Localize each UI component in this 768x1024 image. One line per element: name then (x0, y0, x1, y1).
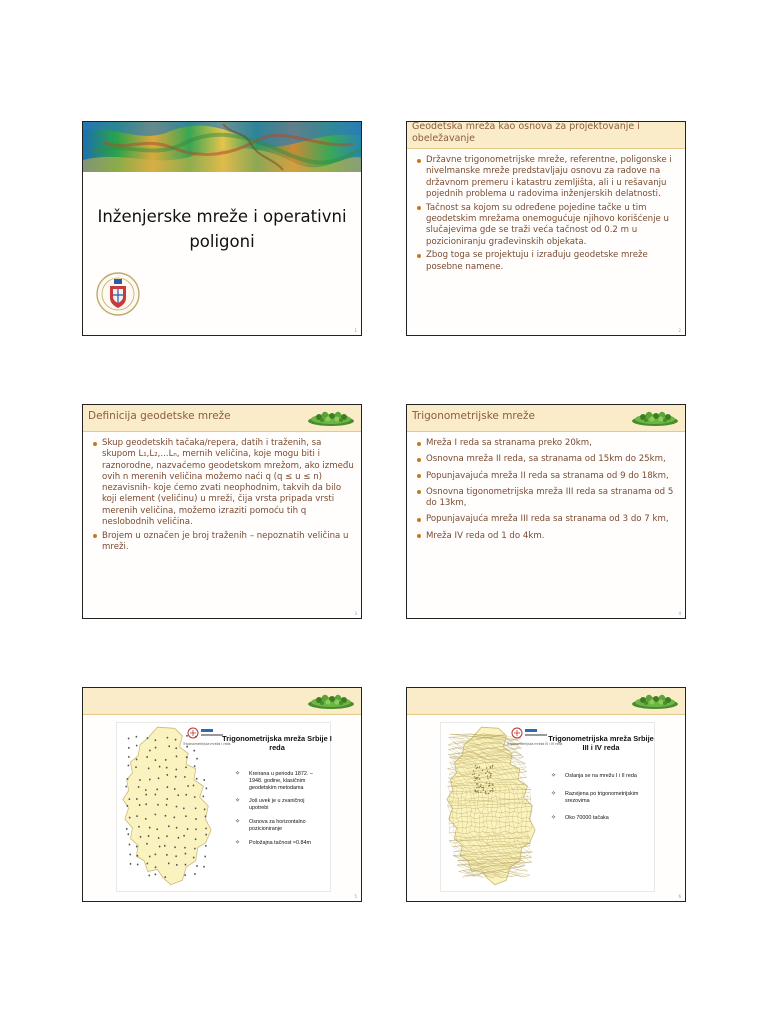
trig-point (492, 783, 493, 785)
trig-point (483, 789, 484, 791)
diamond-bullet-icon: ✧ (235, 818, 241, 825)
embedded-title: Trigonometrijska mreža Srbije I reda (222, 734, 332, 752)
list-item: ✧ Oslanja se na mrežu I i II reda (551, 773, 637, 779)
network-edge (466, 738, 470, 740)
trig-point (149, 778, 151, 780)
list-item: Zbog toga se projektuju i izrađuju geodetske mreže posebne namene. (416, 250, 679, 273)
list-item: ✧ Položajna tačnost ≈0.84m (235, 839, 311, 846)
trig-point (136, 745, 138, 747)
page-number: 1 (354, 328, 357, 333)
trig-point (165, 759, 167, 761)
trig-point (166, 854, 168, 856)
trig-point (195, 807, 197, 809)
network-edge (524, 767, 526, 770)
trig-point (126, 828, 128, 830)
trig-point (137, 864, 139, 866)
page-number: 5 (354, 894, 357, 899)
network-edge (522, 876, 526, 877)
trig-point (177, 794, 179, 796)
trig-point (203, 779, 205, 781)
trig-point (166, 798, 168, 800)
trig-point (155, 873, 157, 875)
network-edge (530, 789, 531, 792)
trig-point (164, 876, 166, 878)
network-edge (448, 745, 457, 748)
trig-point (488, 793, 489, 795)
trig-point (184, 874, 186, 876)
institute-logo-icon (187, 726, 227, 740)
trig-point (136, 736, 138, 738)
trig-point (128, 764, 130, 766)
trig-point (492, 766, 493, 768)
network-edge (522, 772, 527, 777)
trig-point (492, 785, 493, 787)
network-edge (522, 848, 527, 851)
trig-point (158, 777, 160, 779)
network-edge (448, 769, 455, 770)
trig-point (173, 816, 175, 818)
trig-point (149, 856, 151, 858)
list-item: Državne trigonometrijske mreže, referentne, poligonske i nivelmanske mreže predstavljaju osnovu za radove na državnom premeru i katastru zemljišta, ali i u rešavanju pojednih problema u radovima inženjerskih delatnosti. (416, 155, 679, 200)
trig-point (186, 746, 188, 748)
trig-point (185, 815, 187, 817)
network-edge (452, 748, 457, 749)
trig-point (145, 789, 147, 791)
trig-point (185, 864, 187, 866)
trig-point (195, 818, 197, 820)
trig-point (193, 784, 195, 786)
trig-point (176, 755, 178, 757)
network-edge (448, 786, 450, 791)
trig-point (479, 766, 480, 768)
trig-point (146, 843, 148, 845)
slide-serbia-order-1 (82, 687, 362, 902)
trig-point (186, 756, 188, 758)
trig-point (184, 776, 186, 778)
list-item: Osnovna tigonometrijska mreža III reda sa stranama od 5 do 13km, (416, 487, 679, 510)
network-edge (523, 851, 527, 853)
trig-point (477, 777, 478, 779)
green-terrain-icon (306, 692, 356, 710)
trig-point (492, 788, 493, 790)
slide-title-text: Inženjerske mreže i operativni poligoni (97, 207, 347, 251)
trig-point (127, 778, 129, 780)
trig-point (476, 778, 477, 780)
trig-point (145, 803, 147, 805)
trig-point (175, 769, 177, 771)
trig-point (475, 791, 476, 793)
slide-serbia-order-3-4 (406, 687, 686, 902)
trig-point (135, 766, 137, 768)
network-edge (524, 770, 527, 772)
trig-point (155, 759, 157, 761)
trig-point (194, 796, 196, 798)
trig-point (159, 845, 161, 847)
trig-point (166, 835, 168, 837)
green-terrain-icon (630, 692, 680, 710)
trig-point (480, 786, 481, 788)
embedded-title: Trigonometrijska mreža Srbije III i IV reda (548, 734, 654, 752)
trig-point (129, 844, 131, 846)
network-edge (449, 832, 454, 833)
trig-point (195, 838, 197, 840)
trig-point (203, 866, 205, 868)
network-edge (449, 750, 458, 754)
trig-point (175, 855, 177, 857)
page-number: 2 (678, 328, 681, 333)
trig-point (167, 786, 169, 788)
trig-point (155, 853, 157, 855)
green-terrain-icon (306, 409, 356, 427)
trig-point (490, 766, 491, 768)
trig-point (178, 837, 180, 839)
trig-point (175, 739, 177, 741)
page-number: 3 (354, 611, 357, 616)
trig-point (158, 837, 160, 839)
trig-point (489, 790, 490, 792)
slide-header (407, 122, 685, 149)
trig-point (487, 778, 488, 780)
trig-point (490, 773, 491, 775)
slide-geodetic-basis (406, 121, 686, 336)
trig-point (481, 787, 482, 789)
trig-point (475, 765, 476, 767)
network-edge (449, 833, 454, 837)
trig-point (205, 834, 207, 836)
network-edge (514, 870, 517, 872)
trig-point (183, 835, 185, 837)
trig-point (155, 739, 157, 741)
trig-point (168, 825, 170, 827)
trig-point (477, 783, 478, 785)
trig-point (474, 780, 475, 782)
diamond-bullet-icon: ✧ (551, 773, 557, 779)
trig-point (183, 807, 185, 809)
trig-point (479, 778, 480, 780)
diamond-bullet-icon: ✧ (235, 839, 241, 846)
trig-point (483, 786, 484, 788)
trig-point (204, 808, 206, 810)
diamond-bullet-icon: ✧ (235, 771, 241, 777)
trig-point (486, 782, 487, 784)
trig-point (476, 787, 477, 789)
trig-point (136, 845, 138, 847)
trig-point (146, 863, 148, 865)
trig-point (138, 786, 140, 788)
trig-point (174, 788, 176, 790)
trig-point (137, 855, 139, 857)
trig-point (205, 827, 207, 829)
trig-point (125, 786, 127, 788)
trig-point (140, 836, 142, 838)
trig-point (136, 815, 138, 817)
trig-point (473, 770, 474, 772)
list-item: ✧ Razvijena po trigonometrijskim srezovima (551, 790, 639, 804)
bullet-list (416, 438, 679, 547)
slide-heading: Geodetska mreža kao osnova za projektovanje i obeležavanje (412, 121, 640, 144)
trig-point (156, 788, 158, 790)
trig-point (127, 833, 129, 835)
trig-point (187, 828, 189, 830)
trig-point (166, 804, 168, 806)
trig-point (167, 737, 169, 739)
trig-point (128, 747, 130, 749)
diamond-bullet-icon: ✧ (235, 798, 241, 805)
trig-point (476, 783, 477, 785)
trig-point (145, 818, 147, 820)
network-edge (449, 826, 453, 829)
trig-point (474, 773, 475, 775)
network-edge (526, 875, 530, 876)
network-edge (467, 866, 469, 867)
network-edge (525, 792, 530, 793)
network-edge (467, 873, 482, 877)
trig-point (165, 815, 167, 817)
university-seal-icon (95, 267, 141, 321)
diamond-bullet-icon: ✧ (551, 815, 557, 822)
diamond-bullet-list (551, 773, 651, 833)
trig-point (479, 787, 480, 789)
network-edge (525, 793, 528, 796)
trig-point (136, 758, 138, 760)
trig-point (476, 767, 477, 769)
trig-point (136, 798, 138, 800)
trig-point (205, 787, 207, 789)
page-number: 4 (678, 611, 681, 616)
trig-point (193, 750, 195, 752)
slide-header (83, 405, 361, 432)
trig-point (166, 767, 168, 769)
trig-point (147, 737, 149, 739)
serbia-map-order-1 (119, 725, 215, 889)
network-edge (452, 749, 461, 754)
trig-point (487, 770, 488, 772)
bullet-list (92, 438, 355, 556)
slide-network-definition (82, 404, 362, 619)
trig-point (155, 747, 157, 749)
network-edge (523, 860, 526, 862)
trig-point (128, 756, 130, 758)
trig-point (130, 863, 132, 865)
network-edge (461, 738, 466, 739)
trig-point (155, 794, 157, 796)
topographic-map-banner (83, 122, 362, 172)
serbia-map-order-3-4 (443, 725, 539, 889)
network-edge (517, 752, 522, 755)
trig-point (139, 804, 141, 806)
diamond-bullet-icon: ✧ (551, 790, 557, 797)
trig-point (149, 827, 151, 829)
trig-point (148, 835, 150, 837)
trig-point (194, 765, 196, 767)
diamond-bullet-list (235, 771, 325, 853)
trig-point (168, 745, 170, 747)
trig-point (185, 853, 187, 855)
trig-point (482, 770, 483, 772)
trig-point (205, 845, 207, 847)
list-item: Skup geodetskih tačaka/repera, datih i traženih, sa skupom L₁,L₂,...Lₙ, mernih veličina, koje mogu biti i raznorodne, nazvaćemo geodetskom mrežom, ako između ovih n merenih veličina možemo naći q (q ≤ u ≤ n) nezavisnih- koje ćemo zvati neophodnim, takvih da bilo koji element (veličinu) u mreži, čija vrsta pripada vrsti merenih veličina, možemo izraziti pomoću tih q neslobodnih veličina. (92, 438, 355, 528)
list-item: Popunjavajuća mreža III reda sa stranama od 3 do 7 km, (416, 514, 679, 525)
trig-point (480, 791, 481, 793)
trig-point (486, 767, 487, 769)
trig-point (485, 773, 486, 775)
list-item: ✧ Još uvek je u zvaničnoj upotrebi (235, 798, 305, 812)
trig-point (187, 785, 189, 787)
trig-point (204, 856, 206, 858)
trig-point (485, 793, 486, 795)
institute-logo-icon (511, 726, 551, 740)
trig-point (478, 774, 479, 776)
slide-trig-networks (406, 404, 686, 619)
trig-point (148, 874, 150, 876)
trig-point (474, 776, 475, 778)
network-edge (449, 737, 458, 744)
trig-point (175, 747, 177, 749)
slide-heading: Trigonometrijske mreže (412, 410, 535, 422)
list-item: Brojem u označen je broj traženih – nepoznatih veličina u mreži. (92, 531, 355, 554)
trig-point (166, 774, 168, 776)
trig-point (492, 765, 493, 767)
trig-point (174, 846, 176, 848)
list-item: Popunjavajuća mreža II reda sa stranama od 9 do 18km, (416, 471, 679, 482)
slide-header (407, 405, 685, 432)
slide-header (83, 688, 361, 715)
embedded-slide (440, 722, 655, 892)
slide-title (82, 121, 362, 336)
trig-point (129, 798, 131, 800)
trig-point (490, 776, 491, 778)
trig-point (477, 767, 478, 769)
trig-point (145, 794, 147, 796)
network-edge (517, 870, 521, 871)
network-edge (530, 799, 531, 803)
trig-point (129, 853, 131, 855)
trig-point (155, 813, 157, 815)
trig-point (176, 806, 178, 808)
list-item: Mreža I reda sa stranama preko 20km, (416, 438, 679, 449)
trig-point (175, 776, 177, 778)
trig-point (146, 756, 148, 758)
trig-point (205, 815, 207, 817)
page-number: 6 (678, 894, 681, 899)
trig-point (157, 804, 159, 806)
trig-point (490, 775, 491, 777)
trig-point (196, 865, 198, 867)
slide-header (407, 688, 685, 715)
trig-point (185, 766, 187, 768)
network-edge (457, 865, 470, 870)
trig-point (472, 774, 473, 776)
slide-heading: Definicija geodetske mreže (88, 410, 231, 422)
trig-point (195, 828, 197, 830)
trig-point (196, 778, 198, 780)
trig-point (156, 828, 158, 830)
list-item: Tačnost sa kojom su određene pojedine tačke u tim geodetskim mrežama onemogućuje njihovo korišćenje u slučajevima gde se traži veća tačnost od 0.2 m u pozicioniranju građevinskih objekata. (416, 203, 679, 248)
trig-point (149, 749, 151, 751)
map-caption: Trigonometrijska mreža III i IV reda (507, 742, 563, 746)
trig-point (202, 795, 204, 797)
trig-point (492, 790, 493, 792)
trig-point (194, 848, 196, 850)
trig-point (139, 779, 141, 781)
trig-point (477, 790, 478, 792)
trig-point (193, 857, 195, 859)
trig-point (128, 737, 130, 739)
bullet-list (416, 155, 679, 275)
list-item: ✧ Osnova za horizontalno pozicioniranje (235, 818, 306, 832)
embedded-slide (116, 722, 331, 892)
list-item: Osnovna mreža II reda, sa stranama od 15km do 25km, (416, 454, 679, 465)
trig-point (164, 845, 166, 847)
network-edge (461, 739, 469, 743)
trig-point (148, 767, 150, 769)
list-item: ✧ Oko 70000 tačaka (551, 815, 609, 822)
trig-point (487, 775, 488, 777)
trig-point (184, 847, 186, 849)
list-item: ✧ Kreirana u periodu 1872. – 1948. godine, klasičnim geodetskim metodama (235, 771, 313, 791)
trig-point (480, 784, 481, 786)
trig-point (176, 827, 178, 829)
trig-point (185, 794, 187, 796)
trig-point (126, 805, 128, 807)
trig-point (129, 817, 131, 819)
trig-point (489, 772, 490, 774)
trig-point (194, 873, 196, 875)
trig-point (196, 758, 198, 760)
trig-point (489, 785, 490, 787)
list-item: Mreža IV reda od 1 do 4km. (416, 531, 679, 542)
trig-point (176, 864, 178, 866)
trig-point (138, 826, 140, 828)
green-terrain-icon (630, 409, 680, 427)
map-caption: Trigonometrijska mreža I reda (183, 742, 231, 746)
trig-point (168, 862, 170, 864)
trig-point (155, 866, 157, 868)
trig-point (489, 783, 490, 785)
trig-point (159, 766, 161, 768)
trig-point (485, 791, 486, 793)
